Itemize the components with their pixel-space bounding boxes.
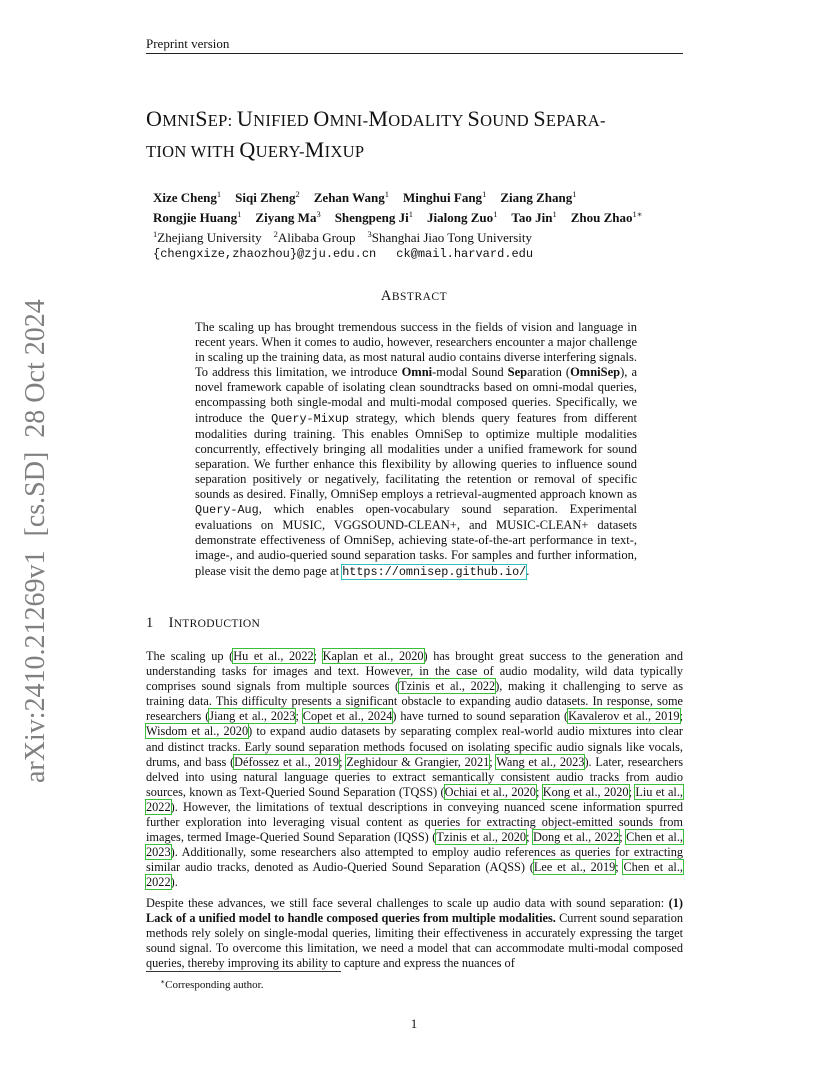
abstract-text: The scaling up has brought tremendous success in the fields of vision and language in recent years. When it comes to audio, however, researchers encounter a major challenge in scaling up the training data, as most natural audio contains diverse interfering signals. To address this limitation, we introduce	[195, 320, 637, 380]
author-affil-mark: 1	[482, 189, 487, 199]
title-smallcaps: MNI-	[329, 111, 369, 130]
section-title-initial: I	[168, 615, 174, 631]
author-affil-mark: 1	[552, 209, 557, 219]
title-smallcaps: EPARA-	[545, 111, 606, 130]
title-smallcaps: UERY-	[255, 142, 305, 161]
title-initial: S	[195, 106, 208, 131]
citation-link[interactable]: Jiang et al., 2023	[209, 709, 296, 724]
demo-page-link[interactable]: https://omnisep.github.io/	[342, 564, 527, 579]
abstract-heading-rest: BSTRACT	[391, 291, 448, 303]
footnote-rule	[146, 971, 341, 972]
title-initial: S	[467, 106, 481, 131]
title-initial: M	[304, 137, 325, 162]
title-initial: Q	[239, 137, 256, 162]
page-number: 1	[410, 1016, 418, 1031]
abstract-bold: OmniSep	[570, 365, 621, 380]
abstract-bold: Omni	[401, 365, 433, 380]
citation-link[interactable]: Wisdom et al., 2020	[146, 724, 249, 739]
citation-link[interactable]: Wang et al., 2023	[496, 754, 585, 769]
footnote	[160, 977, 264, 991]
citation-link[interactable]: Copet et al., 2024	[302, 709, 393, 724]
title-smallcaps: MNI	[162, 111, 196, 130]
intro-paragraph-1	[146, 649, 683, 891]
intro-text: ), making it challenging to serve as training data. This difficulty presents a significant obstacle to expanding audio datasets. In response, some researchers (	[146, 679, 683, 724]
citation-link[interactable]: Zeghidour & Grangier, 2021	[346, 754, 490, 769]
intro-text: ;	[535, 784, 543, 799]
intro-text: ;	[619, 830, 627, 845]
abstract-text: -modal Sound	[432, 365, 508, 380]
header-rule	[146, 53, 683, 54]
affiliation: $^1$Zhejiang University	[153, 229, 262, 245]
title-initial: U	[236, 106, 254, 131]
title-smallcaps: IXUP	[324, 142, 365, 161]
title-smallcaps: ODALITY	[388, 111, 468, 130]
intro-bold: (1) Lack of a unified model to handle composed queries from multiple modalities.	[146, 895, 683, 925]
author-affil-mark: 2	[295, 189, 300, 199]
intro-text: ) has brought great success to the generation and understanding tasks for images and text. However, in the case of audio modality, wild data typically comprises sound signals from multiple sources (	[146, 649, 683, 694]
intro-text: ) to expand audio datasets by separating complex real-world audio mixtures into clear and distinct tracks. Early sound separation methods focused on isolating specific audio signals like vocals, drums, and bass (	[146, 724, 683, 769]
citation-link[interactable]: Kong et al., 2020	[542, 784, 629, 799]
author-name: Zehan Wang$^1$	[313, 189, 389, 205]
paper-title	[146, 104, 706, 166]
abstract-text: ), a novel framework capable of isolating clean soundtracks based on omni-modal queries, encompassing both single-modal and multi-modal composed queries. Specifically, we introduce the	[195, 365, 637, 425]
section-heading	[146, 615, 260, 632]
author-block	[153, 186, 693, 263]
author-name: Shengpeng Ji$^1$	[334, 209, 414, 225]
title-line-1	[146, 104, 706, 135]
citation-link[interactable]: Tzinis et al., 2022	[399, 679, 496, 694]
affiliations	[153, 226, 693, 246]
running-header: Preprint version	[146, 36, 230, 51]
intro-text: ). Later, researchers delved into using natural language queries to extract semantically consistent audio tracks from audio sources, known as Text-Queried Sound Separation (TQSS) (	[146, 754, 683, 799]
citation-link[interactable]: Kavalerov et al., 2019	[568, 709, 680, 724]
author-line-1	[153, 186, 693, 206]
abstract-text: strategy, which blends query features from different modalities during training. This enables OmniSep to optimize multiple modalities concurrently, effectively bringing all modalities under a unified framework for sound separation. We further enhance this flexibility by allowing queries to influence sound separation positively or negatively, facilitating the retention or removal of specific sounds as desired. Finally, OmniSep employs a retrieval-augmented approach known as	[195, 410, 637, 502]
intro-paragraph-2	[146, 896, 683, 971]
author-name: Jialong Zuo$^1$	[427, 209, 498, 225]
citation-link[interactable]: Chen et al., 2023	[146, 830, 683, 860]
citation-link[interactable]: Tzinis et al., 2020	[436, 830, 527, 845]
author-line-2	[153, 206, 693, 226]
citation-link[interactable]: Kaplan et al., 2020	[322, 649, 424, 663]
author-affil-mark: 1	[384, 189, 389, 199]
intro-text: ;	[339, 754, 347, 769]
author-affil-mark: 3	[316, 209, 321, 219]
citation-link[interactable]: Dong et al., 2022	[532, 830, 620, 845]
intro-text: ;	[295, 709, 303, 724]
abstract-code: Query-Aug	[195, 503, 259, 518]
author-name: Ziyang Ma$^3$	[255, 209, 321, 225]
citation-link[interactable]: Défossez et al., 2019	[234, 754, 340, 769]
abstract-text: .	[526, 563, 530, 578]
citation-link[interactable]: Lee et al., 2019	[533, 860, 616, 875]
intro-text: ;	[628, 784, 636, 799]
citation-link[interactable]: Hu et al., 2022	[233, 649, 314, 663]
emails	[153, 246, 693, 263]
intro-text: ) have turned to sound separation (	[392, 709, 569, 724]
footnote-marker: ∗	[160, 977, 166, 986]
abstract-heading	[0, 288, 828, 305]
affiliation-mark: 2	[273, 229, 278, 239]
email-2: ck@mail.harvard.edu	[396, 247, 534, 261]
intro-text: ;	[679, 709, 683, 724]
arxiv-category: [cs.SD]	[20, 451, 51, 537]
arxiv-side-label	[20, 299, 60, 783]
author-name: Ziang Zhang$^1$	[500, 189, 577, 205]
abstract-bold: Sep	[507, 365, 528, 380]
affiliation: $^2$Alibaba Group	[273, 229, 356, 245]
arxiv-id[interactable]: arXiv:2410.21269v1	[20, 550, 51, 783]
intro-text: ;	[526, 830, 533, 845]
intro-text: ). However, the limitations of textual descriptions in conveying nuanced scene information spurred further exploration into leveraging visual content as queries for extracting object-emitted sounds from images, termed Image-Queried Sound Separation (IQSS) (	[146, 799, 683, 845]
introduction-body	[146, 649, 683, 976]
abstract-body	[195, 320, 637, 580]
email-1: {chengxize,zhaozhou}@zju.edu.cn	[153, 247, 377, 261]
author-name: Rongjie Huang$^1$	[153, 209, 242, 225]
author-affil-mark: 1	[572, 189, 577, 199]
author-name: Tao Jin$^1$	[511, 209, 557, 225]
abstract-code: Query-Mixup	[271, 411, 350, 426]
abstract-text: , which enables open-vocabulary sound separation. Experimental evaluations on MUSIC, VGGSOUND-CLEAN+, and MUSIC-CLEAN+ datasets demonstrate effectiveness of OmniSep, achieving state-of-the-art performance in text-, image-, and audio-queried sound separation tasks. For samples and further information, please visit the demo page at	[195, 502, 637, 578]
intro-text: Current sound separation methods rely solely on single-modal queries, limiting their effectiveness in accurately expressing the target sound signal. To overcome this limitation, we need a model that can accommodate multi-modal composed queries, thereby improving its ability to capture and express the nuances of	[146, 910, 683, 970]
citation-link[interactable]: Chen et al., 2022	[146, 860, 683, 890]
author-name: Siqi Zheng$^2$	[235, 189, 300, 205]
footnote-text: Corresponding author.	[165, 979, 264, 991]
intro-text: The scaling up (	[146, 649, 234, 663]
intro-text: ;	[615, 860, 624, 875]
arxiv-date: 28 Oct 2024	[20, 299, 51, 438]
title-smallcaps: OUND	[480, 111, 534, 130]
abstract-heading-initial: A	[380, 288, 392, 304]
citation-link[interactable]: Ochiai et al., 2020	[444, 784, 536, 799]
section-title-rest: NTRODUCTION	[173, 618, 261, 630]
author-affil-mark: 1	[493, 209, 498, 219]
title-initial: S	[533, 106, 546, 131]
intro-text: ;	[313, 649, 323, 663]
intro-text: ).	[170, 875, 178, 890]
title-initial: M	[368, 106, 389, 131]
title-initial: O	[313, 106, 330, 131]
author-name: Zhou Zhao$^{1∗}$	[570, 209, 643, 225]
author-name: Minghui Fang$^1$	[402, 189, 487, 205]
intro-text: ). Additionally, some researchers also attempted to employ audio references as queries for extracting similar audio tracks, denoted as Audio-Queried Sound Separation (AQSS) (	[146, 845, 683, 875]
title-smallcaps: EP:	[207, 111, 237, 130]
title-smallcaps: TION WITH	[146, 142, 240, 161]
title-line-2	[146, 135, 706, 166]
section-number: 1	[146, 615, 154, 631]
author-affil-mark: 1	[408, 209, 414, 219]
affiliation-mark: 1	[153, 229, 158, 239]
intro-text: ;	[489, 754, 497, 769]
author-affil-mark: 1∗	[632, 209, 643, 219]
title-initial: O	[146, 106, 163, 131]
author-name: Xize Cheng$^1$	[153, 189, 222, 205]
author-affil-mark: 1	[237, 209, 242, 219]
author-affil-mark: 1	[216, 189, 222, 199]
affiliation: $^3$Shanghai Jiao Tong University	[367, 229, 532, 245]
affiliation-mark: 3	[367, 229, 372, 239]
intro-text: Despite these advances, we still face several challenges to scale up audio data with sound separation:	[146, 895, 669, 910]
abstract-text: aration (	[527, 365, 571, 380]
title-smallcaps: NIFIED	[253, 111, 314, 130]
citation-link[interactable]: Liu et al., 2022	[146, 784, 683, 814]
